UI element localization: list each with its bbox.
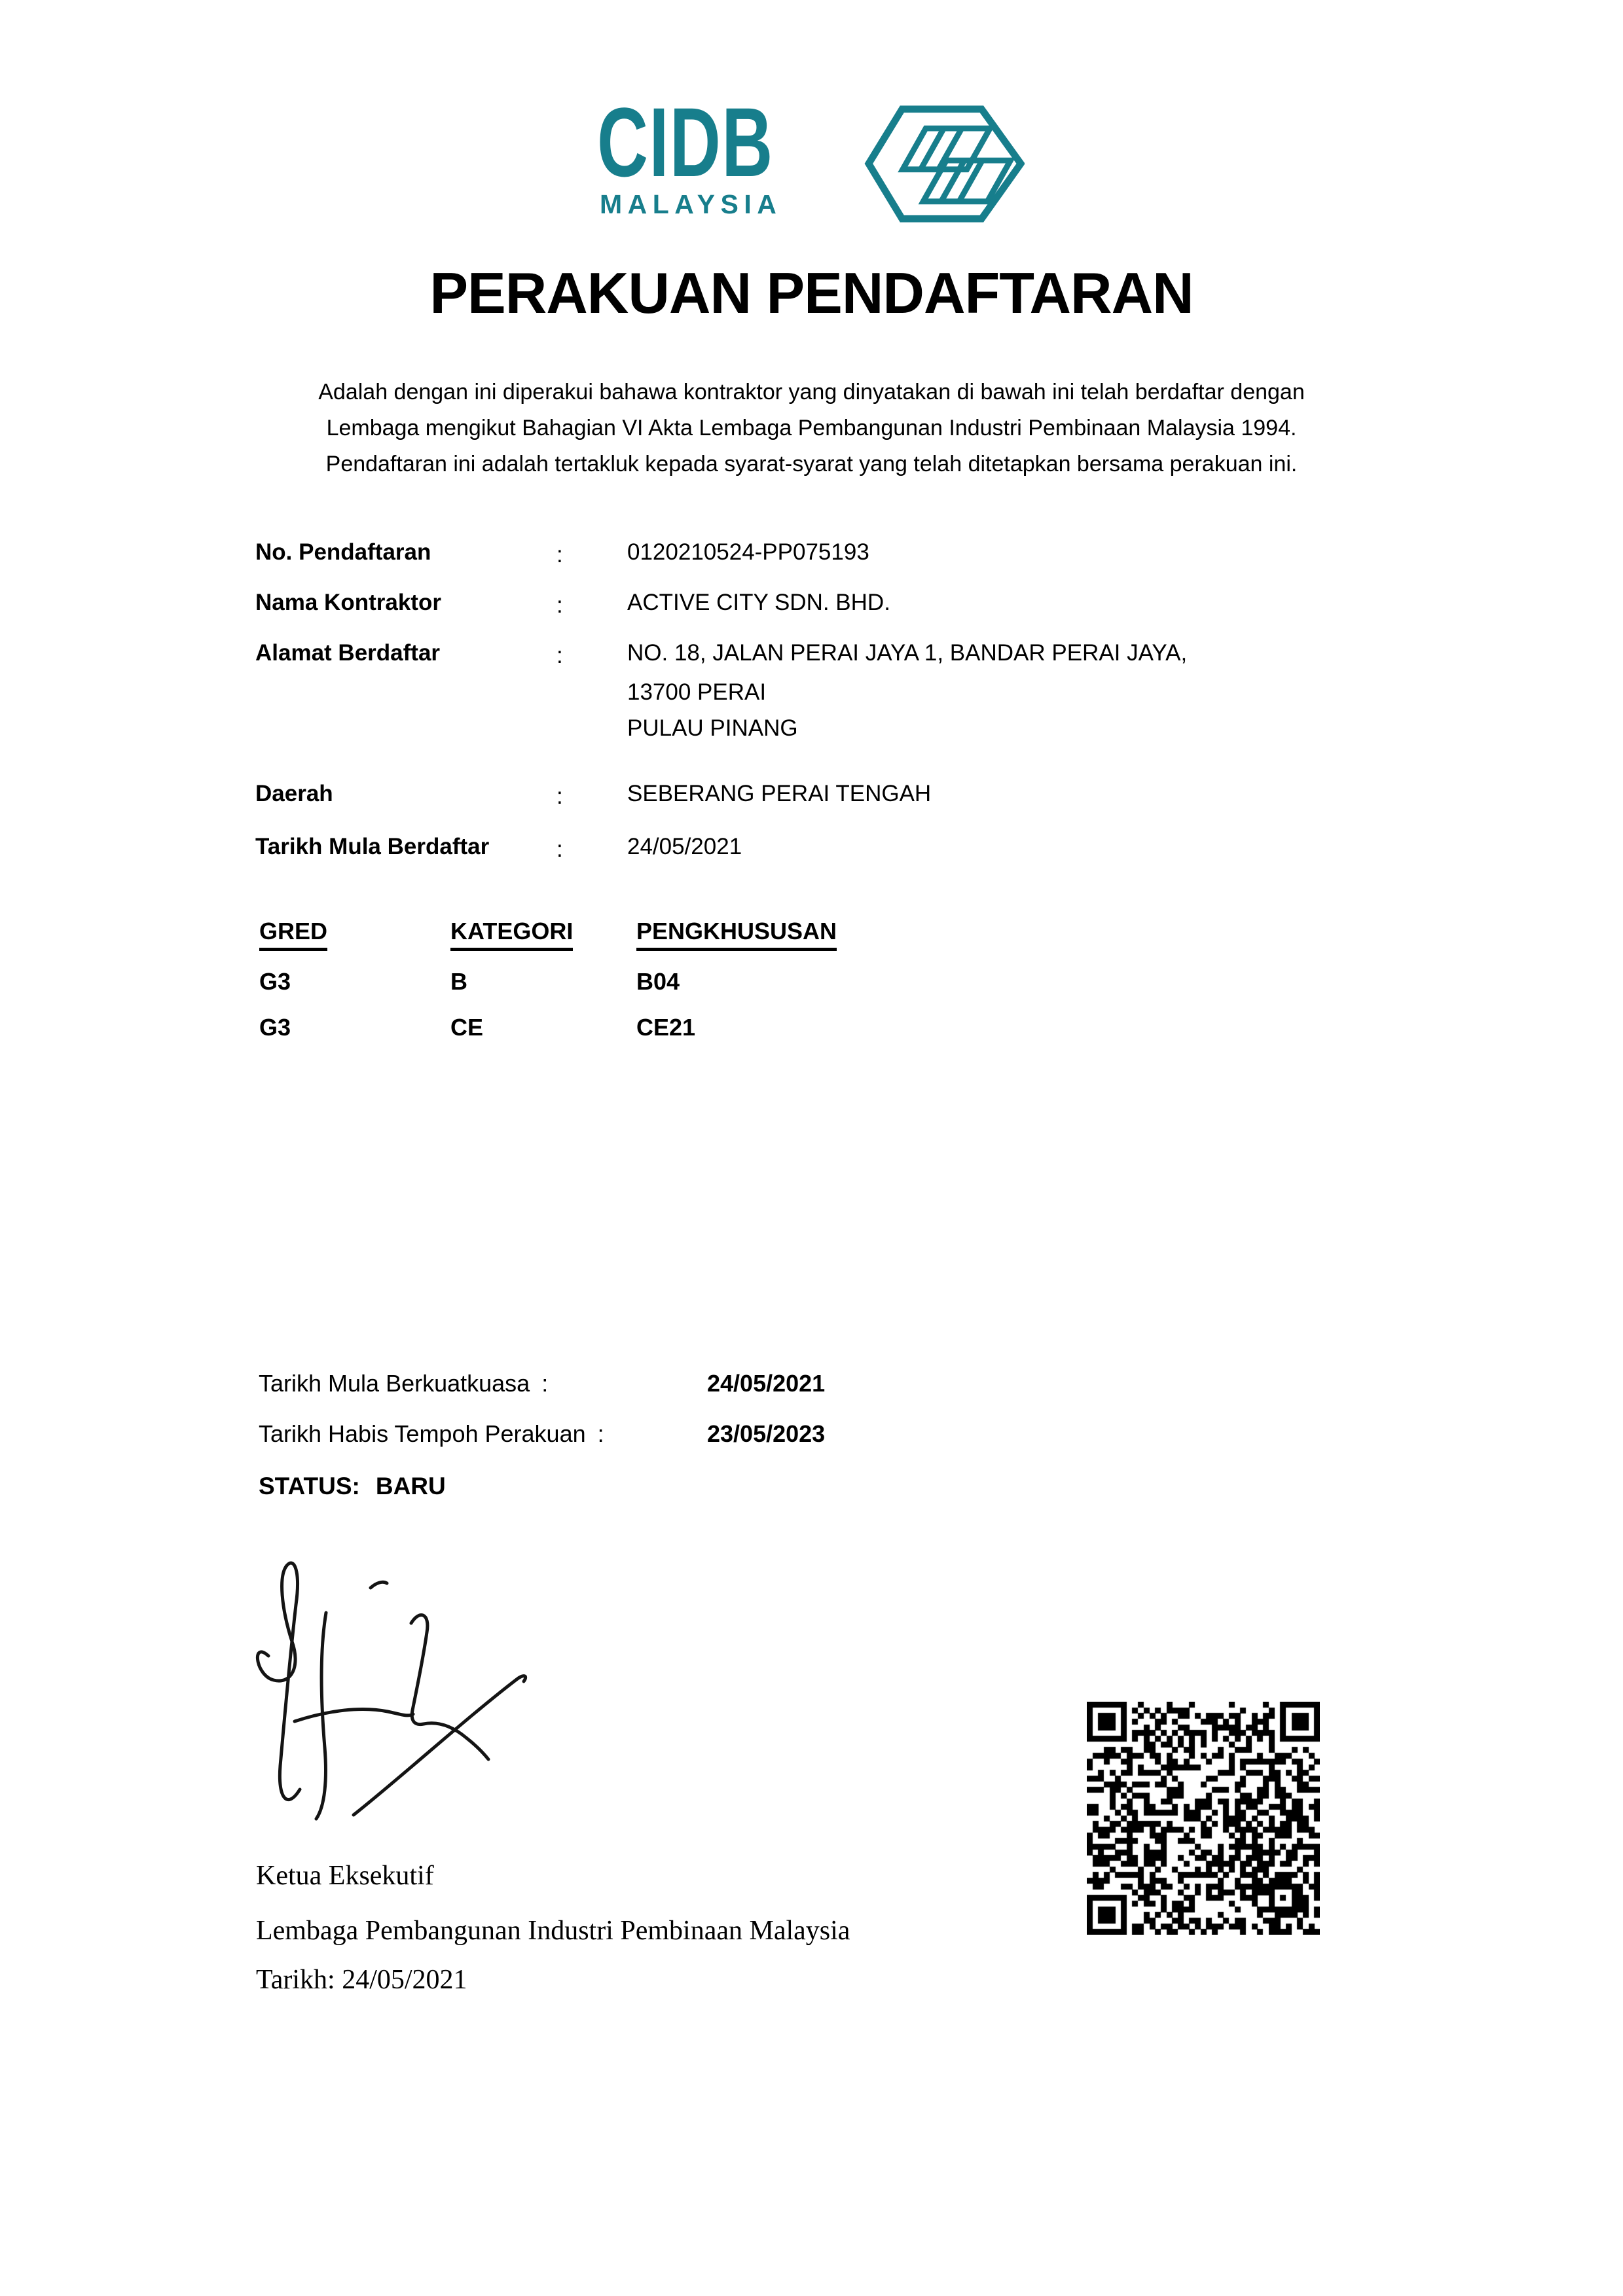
table-row-2-kategori: CE — [450, 1014, 484, 1041]
table-header-pengkhususan: PENGKHUSUSAN — [636, 920, 837, 951]
field-colon: : — [556, 836, 563, 862]
signature-image — [249, 1550, 589, 1825]
field-value: 24/05/2021 — [707, 1370, 826, 1397]
field-value: 0120210524-PP075193 — [627, 539, 869, 565]
field-label: No. Pendaftaran — [255, 539, 431, 565]
intro-line-2: Lembaga mengikut Bahagian VI Akta Lembaga Pembangunan Industri Pembinaan Malaysia 1994. — [326, 416, 1297, 440]
table-row-1-pengkhususan: B04 — [636, 968, 680, 995]
table-row-2-pengkhususan: CE21 — [636, 1014, 696, 1041]
table-row-2-gred: G3 — [259, 1014, 291, 1041]
table-row-1-gred: G3 — [259, 968, 291, 995]
field-nama-kontraktor — [255, 591, 1401, 620]
table-header-gred: GRED — [259, 920, 327, 951]
qr-code — [1087, 1702, 1320, 1935]
table-header-kategori: KATEGORI — [450, 920, 573, 951]
field-colon: : — [556, 783, 563, 809]
cidb-hexagon-icon — [864, 100, 1025, 228]
field-label: Nama Kontraktor — [255, 590, 441, 615]
status-label: STATUS: — [259, 1473, 360, 1499]
field-value-address-line-3: PULAU PINANG — [627, 715, 798, 741]
signer-date: Tarikh: 24/05/2021 — [256, 1965, 467, 1995]
field-label: Tarikh Mula Berdaftar — [255, 834, 490, 859]
field-value: ACTIVE CITY SDN. BHD. — [627, 590, 890, 615]
field-value: SEBERANG PERAI TENGAH — [627, 781, 932, 806]
intro-paragraph — [0, 374, 1623, 482]
field-label: Alamat Berdaftar — [255, 640, 441, 666]
field-value: 24/05/2021 — [627, 834, 742, 859]
cidb-logo-country-text: MALAYSIA — [600, 189, 782, 219]
page-title: PERAKUAN PENDAFTARAN — [429, 260, 1194, 325]
cidb-logo-text: CIDB — [597, 87, 774, 197]
field-tarikh-habis-tempoh — [259, 1422, 1044, 1446]
field-no-pendaftaran — [255, 541, 1401, 569]
field-label: Daerah — [255, 781, 333, 806]
field-colon: : — [541, 1370, 549, 1397]
intro-line-1: Adalah dengan ini diperakui bahawa kontraktor yang dinyatakan di bawah ini telah berdaftar dengan — [318, 380, 1305, 404]
field-label: Tarikh Mula Berkuatkuasa — [259, 1370, 530, 1397]
signer-organization: Lembaga Pembangunan Industri Pembinaan Malaysia — [256, 1916, 850, 1946]
field-colon: : — [556, 592, 563, 618]
status-badge: BARU — [375, 1473, 446, 1499]
field-value-address-line-2: 13700 PERAI — [627, 679, 767, 705]
field-value-address-line-1: NO. 18, JALAN PERAI JAYA 1, BANDAR PERAI JAYA, — [627, 640, 1188, 666]
field-colon: : — [556, 643, 563, 668]
field-daerah — [255, 782, 1401, 811]
field-value: 23/05/2023 — [707, 1420, 826, 1447]
field-colon: : — [597, 1420, 604, 1447]
field-tarikh-mula-berkuatkuasa — [259, 1372, 1044, 1395]
field-colon: : — [556, 542, 563, 567]
field-alamat-berdaftar — [255, 641, 1401, 670]
table-row-1-kategori: B — [450, 968, 467, 995]
field-tarikh-mula-berdaftar — [255, 835, 1401, 864]
field-label: Tarikh Habis Tempoh Perakuan — [259, 1420, 586, 1447]
intro-line-3: Pendaftaran ini adalah tertakluk kepada syarat-syarat yang telah ditetapkan bersama perakuan ini. — [325, 452, 1298, 476]
signer-title: Ketua Eksekutif — [256, 1861, 434, 1891]
status-line — [259, 1474, 446, 1498]
